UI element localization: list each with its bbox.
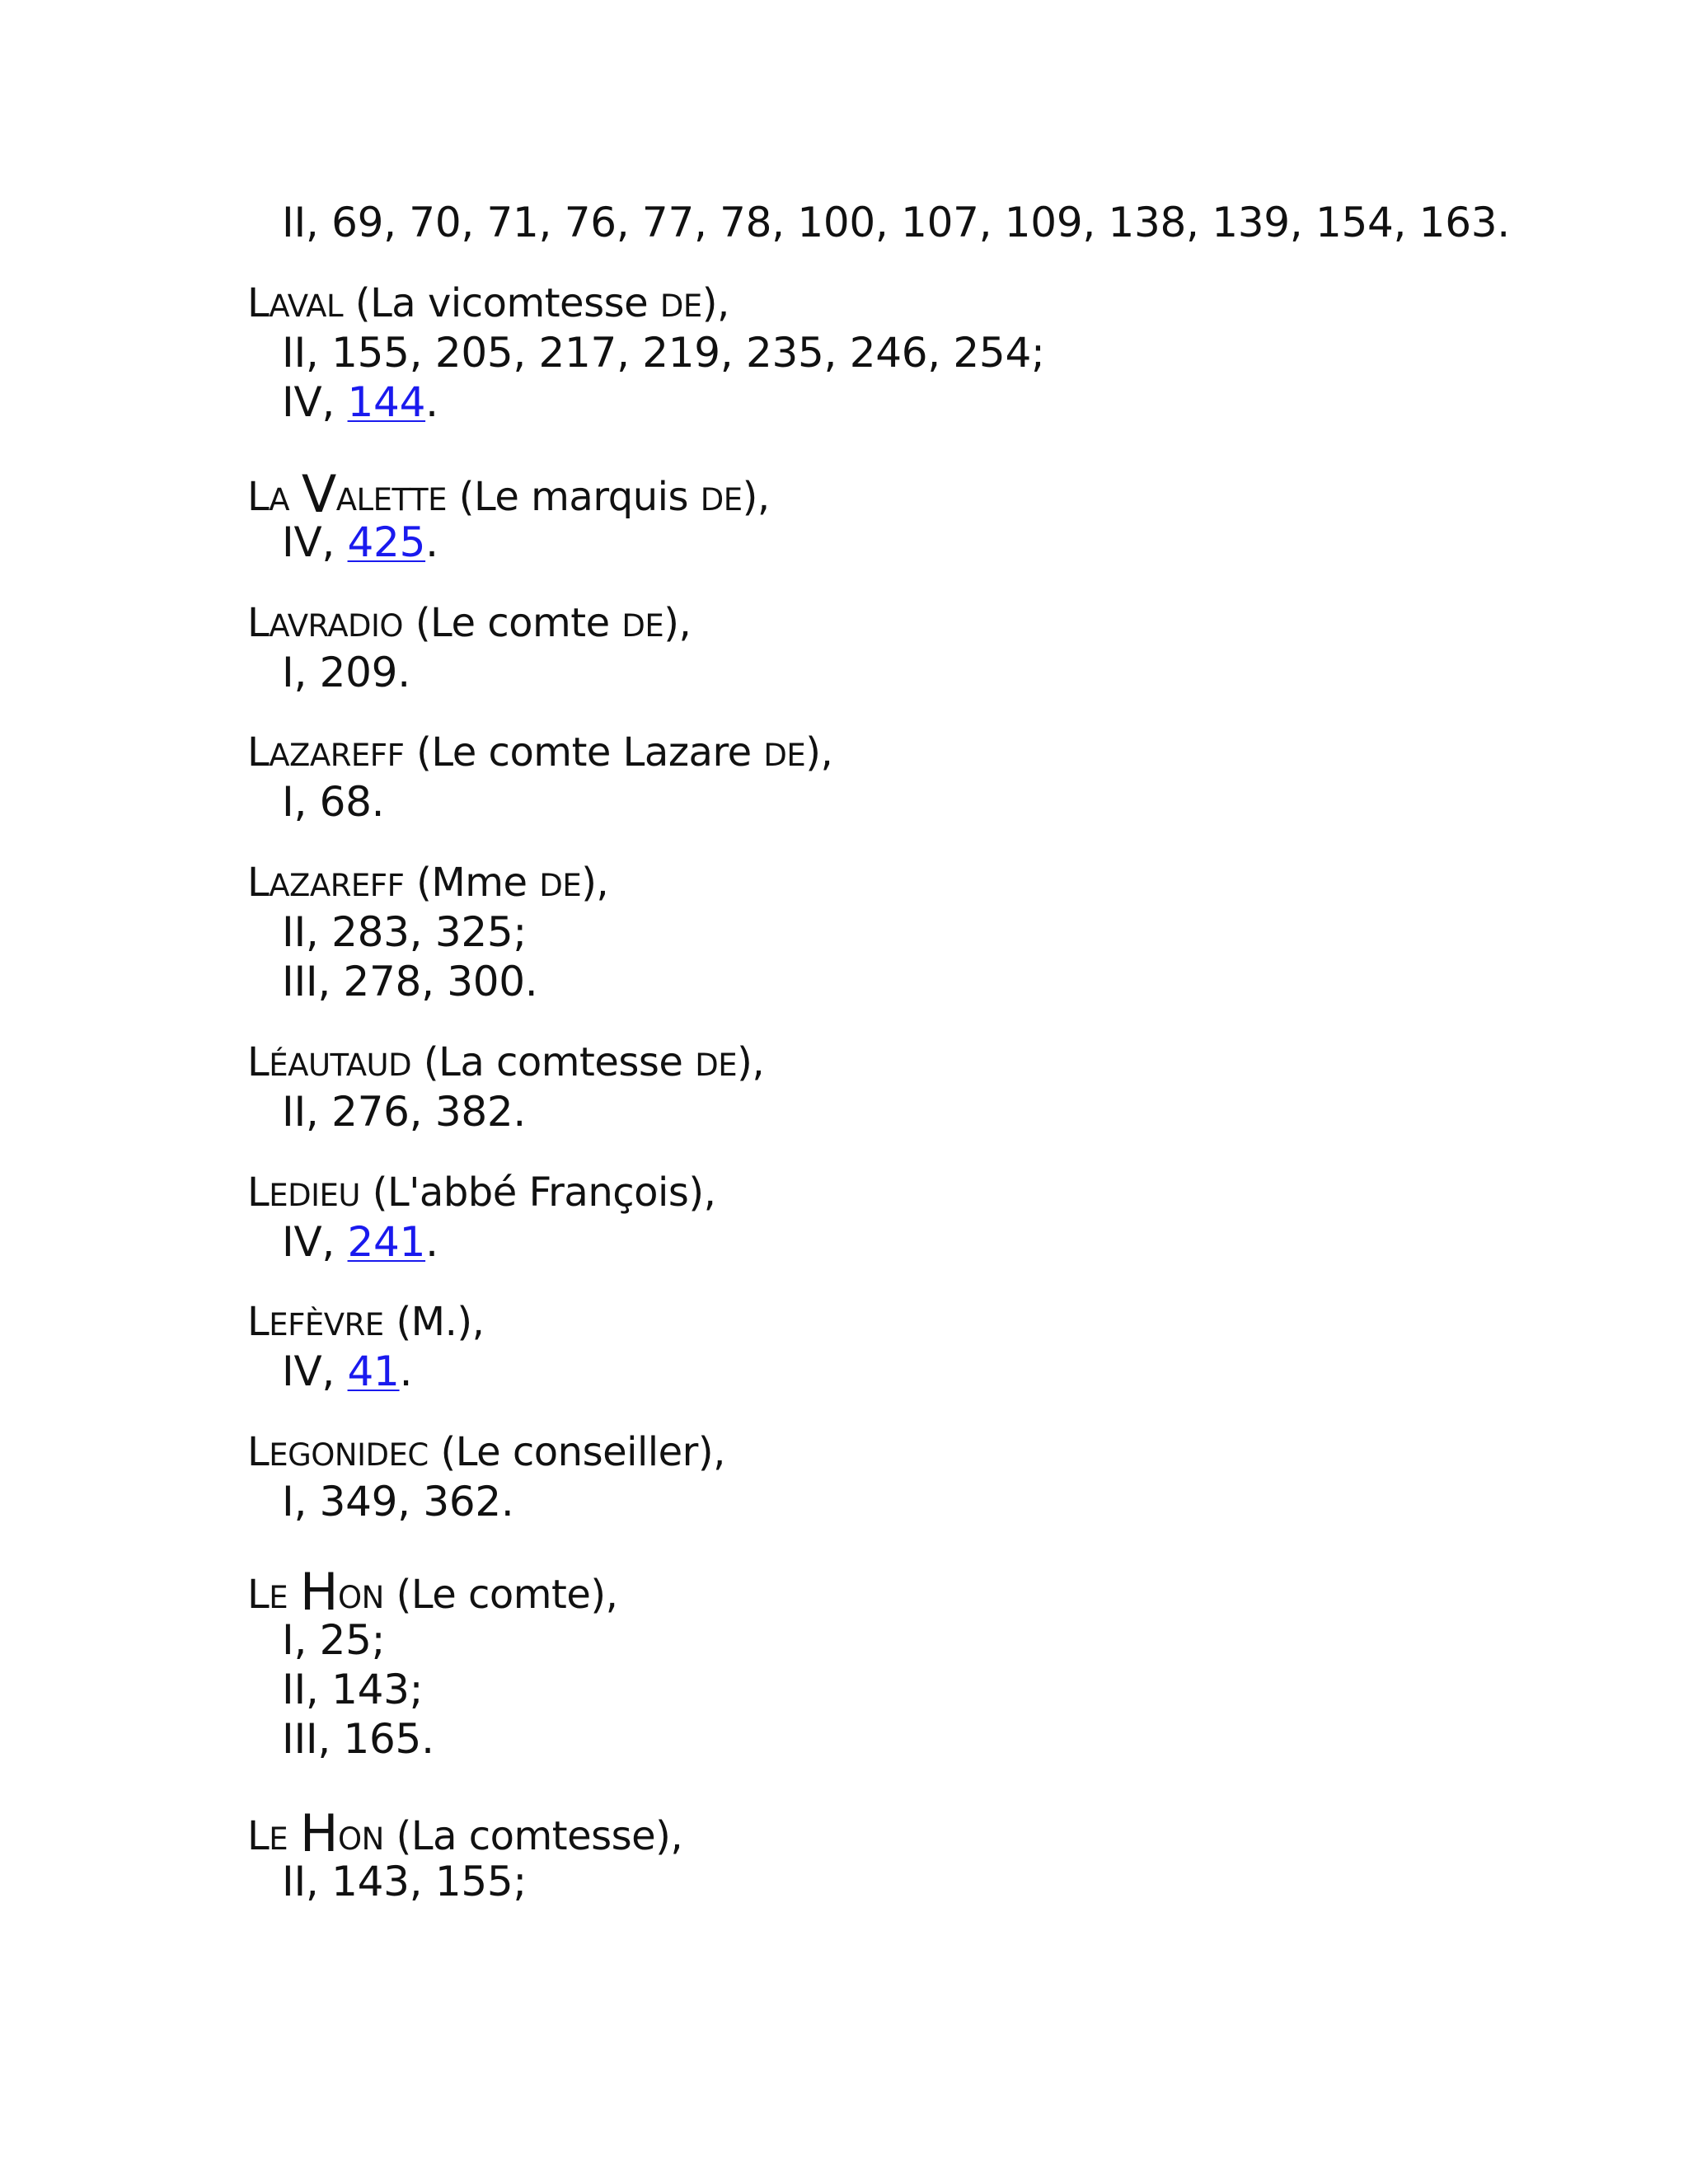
page-numbers: 155, 205, 217, 219, 235, 246, 254: [331, 329, 1031, 377]
volume-number: II: [282, 199, 306, 246]
page-references: II, 143;: [282, 1666, 424, 1713]
volume-number: II: [282, 1666, 306, 1713]
page-references: II, 143, 155;: [282, 1858, 527, 1905]
volume-number: II: [282, 1858, 306, 1905]
page-references: II, 155, 205, 217, 219, 235, 246, 254;: [282, 329, 1045, 377]
index-entry-leautaud: [247, 1038, 1648, 1137]
index-entry-le-hon-comtesse: [247, 1803, 1648, 1906]
page-link[interactable]: 425: [347, 518, 426, 566]
page-numbers: 276, 382: [331, 1088, 513, 1136]
page-link[interactable]: 241: [347, 1218, 426, 1266]
page-references: IV, 241.: [282, 1218, 438, 1266]
page-references: I, 25;: [282, 1616, 386, 1664]
page-numbers: 165: [343, 1715, 422, 1763]
volume-number: IV: [282, 1347, 322, 1395]
page-references: I, 68.: [282, 778, 385, 826]
volume-number: IV: [282, 378, 322, 426]
index-entry-la-valette: [247, 464, 1648, 567]
index-entry-lefevre: [247, 1297, 1648, 1396]
volume-number: I: [282, 1478, 294, 1526]
page-numbers: 143, 155: [331, 1858, 513, 1905]
volume-number: III: [282, 1715, 318, 1763]
page-numbers: 278, 300: [343, 958, 525, 1005]
entry-heading: LE HON (La comtesse),: [247, 1803, 683, 1863]
entry-heading: LEGONIDEC (Le conseiller),: [247, 1429, 725, 1475]
entry-heading: LEFÈVRE (M.),: [247, 1299, 485, 1345]
volume-number: I: [282, 778, 294, 826]
index-entry-legonidec: [247, 1427, 1648, 1526]
volume-number: II: [282, 908, 306, 956]
page-references: III, 165.: [282, 1715, 434, 1763]
index-entry-ledieu: [247, 1168, 1648, 1267]
index-entry-lazareff-mme: [247, 858, 1648, 1006]
volume-number: I: [282, 1616, 294, 1664]
entry-heading: LEDIEU (L'abbé François),: [247, 1169, 716, 1216]
index-entry-lavradio: [247, 598, 1648, 697]
index-entry-continuation: [247, 198, 1648, 247]
page-numbers: 143: [331, 1666, 410, 1713]
volume-number: IV: [282, 1218, 322, 1266]
volume-number: II: [282, 1088, 306, 1136]
entry-heading: LÉAUTAUD (La comtesse DE),: [247, 1039, 765, 1085]
page-numbers: 209: [319, 649, 398, 696]
entry-heading: LAVRADIO (Le comte DE),: [247, 600, 692, 646]
entry-heading: LAZAREFF (Le comte Lazare DE),: [247, 729, 833, 776]
page-numbers: 283, 325: [331, 908, 513, 956]
volume-number: III: [282, 958, 318, 1005]
entry-heading: LE HON (Le comte),: [247, 1562, 618, 1622]
entry-heading: LAVAL (La vicomtesse DE),: [247, 280, 729, 326]
volume-number: I: [282, 649, 294, 696]
index-entry-le-hon-comte: [247, 1562, 1648, 1764]
page-references: IV, 425.: [282, 518, 438, 566]
entry-heading: LAZAREFF (Mme DE),: [247, 860, 609, 906]
entry-heading: LA VALETTE (Le marquis DE),: [247, 464, 770, 524]
index-entry-lazareff-comte: [247, 728, 1648, 827]
index-entry-laval-vicomtesse: [247, 279, 1648, 427]
page-references: III, 278, 300.: [282, 958, 538, 1005]
page-references: II, 276, 382.: [282, 1088, 526, 1136]
page-numbers: 68: [319, 778, 372, 826]
page-references: I, 209.: [282, 649, 410, 696]
page-numbers: 349, 362: [319, 1478, 501, 1526]
page-references: IV, 144.: [282, 378, 438, 426]
volume-number: IV: [282, 518, 322, 566]
page-numbers: 25: [319, 1616, 372, 1664]
page-references: IV, 41.: [282, 1347, 413, 1395]
page-references: II, 283, 325;: [282, 908, 527, 956]
page-references: I, 349, 362.: [282, 1478, 514, 1526]
page-link[interactable]: 144: [347, 378, 426, 426]
page-numbers: 69, 70, 71, 76, 77, 78, 100, 107, 109, 138, 139, 154, 163: [331, 199, 1498, 246]
volume-number: II: [282, 329, 306, 377]
page-link[interactable]: 41: [347, 1347, 400, 1395]
page-references: II, 69, 70, 71, 76, 77, 78, 100, 107, 109, 138, 139, 154, 163.: [282, 199, 1510, 246]
